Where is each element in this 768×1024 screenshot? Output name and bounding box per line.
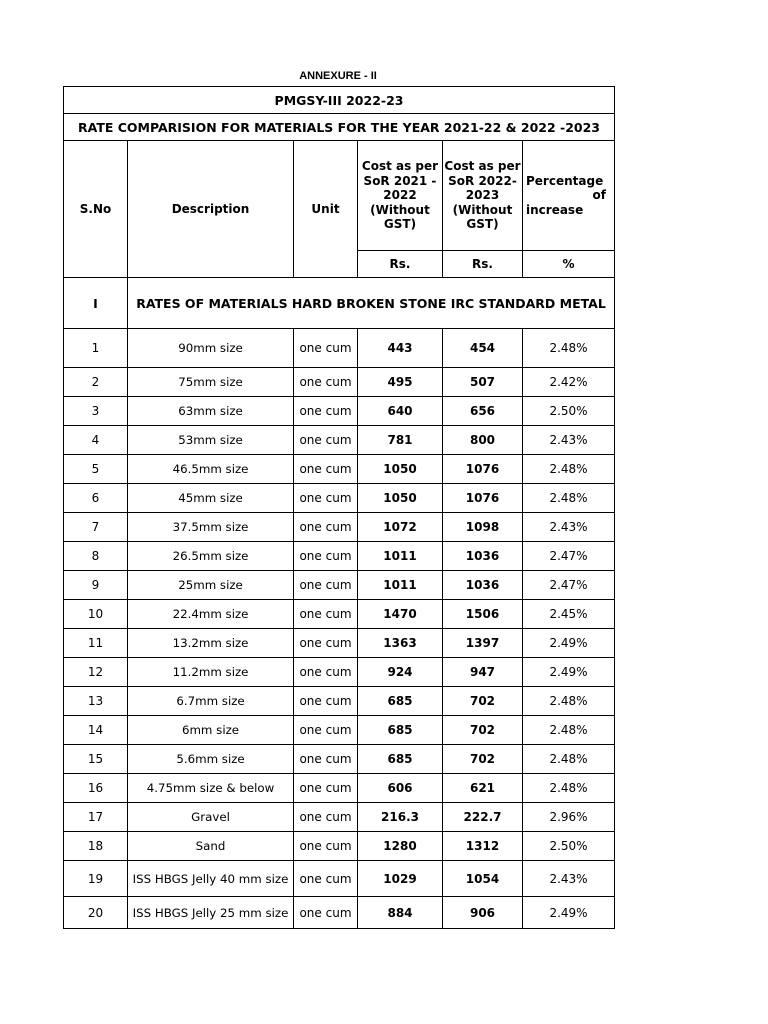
row-unit: one cum bbox=[294, 716, 358, 745]
row-unit: one cum bbox=[294, 897, 358, 929]
row-description: 25mm size bbox=[128, 571, 294, 600]
row-unit: one cum bbox=[294, 861, 358, 897]
subheader-rs-2022: Rs. bbox=[443, 251, 523, 278]
rate-comparison-table bbox=[63, 86, 615, 929]
table-row bbox=[64, 571, 615, 600]
row-unit: one cum bbox=[294, 368, 358, 397]
row-unit: one cum bbox=[294, 455, 358, 484]
row-percentage: 2.45% bbox=[523, 600, 615, 629]
row-cost-2021: 216.3 bbox=[358, 803, 443, 832]
header-sno: S.No bbox=[64, 141, 128, 278]
row-sno: 4 bbox=[64, 426, 128, 455]
row-description: Sand bbox=[128, 832, 294, 861]
row-percentage: 2.43% bbox=[523, 513, 615, 542]
row-cost-2022: 947 bbox=[443, 658, 523, 687]
row-unit: one cum bbox=[294, 397, 358, 426]
row-sno: 17 bbox=[64, 803, 128, 832]
row-cost-2022: 507 bbox=[443, 368, 523, 397]
row-cost-2021: 1280 bbox=[358, 832, 443, 861]
header-percentage: Percentage of increase bbox=[523, 141, 615, 251]
row-sno: 18 bbox=[64, 832, 128, 861]
row-cost-2021: 685 bbox=[358, 745, 443, 774]
row-unit: one cum bbox=[294, 329, 358, 368]
row-unit: one cum bbox=[294, 803, 358, 832]
row-percentage: 2.49% bbox=[523, 897, 615, 929]
row-cost-2022: 1054 bbox=[443, 861, 523, 897]
row-percentage: 2.48% bbox=[523, 745, 615, 774]
table-row bbox=[64, 368, 615, 397]
row-cost-2022: 1506 bbox=[443, 600, 523, 629]
row-unit: one cum bbox=[294, 426, 358, 455]
row-percentage: 2.48% bbox=[523, 455, 615, 484]
row-sno: 7 bbox=[64, 513, 128, 542]
row-cost-2022: 1312 bbox=[443, 832, 523, 861]
row-percentage: 2.96% bbox=[523, 803, 615, 832]
row-cost-2021: 924 bbox=[358, 658, 443, 687]
row-cost-2021: 1072 bbox=[358, 513, 443, 542]
row-percentage: 2.50% bbox=[523, 832, 615, 861]
row-percentage: 2.47% bbox=[523, 571, 615, 600]
row-cost-2021: 443 bbox=[358, 329, 443, 368]
table-row bbox=[64, 426, 615, 455]
row-unit: one cum bbox=[294, 658, 358, 687]
row-description: ISS HBGS Jelly 40 mm size bbox=[128, 861, 294, 897]
row-cost-2021: 1050 bbox=[358, 484, 443, 513]
row-description: 5.6mm size bbox=[128, 745, 294, 774]
row-cost-2022: 800 bbox=[443, 426, 523, 455]
row-sno: 6 bbox=[64, 484, 128, 513]
row-unit: one cum bbox=[294, 571, 358, 600]
row-sno: 20 bbox=[64, 897, 128, 929]
table-row bbox=[64, 600, 615, 629]
row-cost-2022: 1397 bbox=[443, 629, 523, 658]
row-percentage: 2.48% bbox=[523, 716, 615, 745]
row-description: 75mm size bbox=[128, 368, 294, 397]
row-cost-2021: 1363 bbox=[358, 629, 443, 658]
row-unit: one cum bbox=[294, 484, 358, 513]
table-row bbox=[64, 687, 615, 716]
row-sno: 13 bbox=[64, 687, 128, 716]
row-percentage: 2.48% bbox=[523, 484, 615, 513]
table-row bbox=[64, 897, 615, 929]
row-sno: 12 bbox=[64, 658, 128, 687]
table-row bbox=[64, 629, 615, 658]
header-unit: Unit bbox=[294, 141, 358, 278]
section-number: I bbox=[64, 278, 128, 329]
row-description: 37.5mm size bbox=[128, 513, 294, 542]
row-description: Gravel bbox=[128, 803, 294, 832]
table-row bbox=[64, 455, 615, 484]
table-subtitle: RATE COMPARISION FOR MATERIALS FOR THE YEAR 2021-22 & 2022 -2023 bbox=[64, 114, 615, 141]
row-cost-2022: 222.7 bbox=[443, 803, 523, 832]
row-unit: one cum bbox=[294, 745, 358, 774]
table-row bbox=[64, 329, 615, 368]
row-cost-2022: 454 bbox=[443, 329, 523, 368]
row-description: 11.2mm size bbox=[128, 658, 294, 687]
row-cost-2022: 1076 bbox=[443, 484, 523, 513]
table-row bbox=[64, 774, 615, 803]
row-description: 46.5mm size bbox=[128, 455, 294, 484]
table-row bbox=[64, 745, 615, 774]
row-sno: 11 bbox=[64, 629, 128, 658]
row-cost-2021: 1011 bbox=[358, 542, 443, 571]
row-cost-2022: 906 bbox=[443, 897, 523, 929]
row-cost-2022: 702 bbox=[443, 745, 523, 774]
row-description: 63mm size bbox=[128, 397, 294, 426]
table-row bbox=[64, 658, 615, 687]
row-cost-2021: 1011 bbox=[358, 571, 443, 600]
header-cost-2021: Cost as per SoR 2021 - 2022 (Without GST) bbox=[358, 141, 443, 251]
row-unit: one cum bbox=[294, 542, 358, 571]
row-cost-2021: 606 bbox=[358, 774, 443, 803]
table-row bbox=[64, 832, 615, 861]
table-row bbox=[64, 513, 615, 542]
table-row bbox=[64, 861, 615, 897]
row-percentage: 2.49% bbox=[523, 658, 615, 687]
row-percentage: 2.43% bbox=[523, 861, 615, 897]
row-description: ISS HBGS Jelly 25 mm size bbox=[128, 897, 294, 929]
row-percentage: 2.48% bbox=[523, 329, 615, 368]
row-sno: 19 bbox=[64, 861, 128, 897]
header-cost-2022: Cost as per SoR 2022- 2023 (Without GST) bbox=[443, 141, 523, 251]
row-cost-2022: 1036 bbox=[443, 571, 523, 600]
row-description: 26.5mm size bbox=[128, 542, 294, 571]
row-sno: 5 bbox=[64, 455, 128, 484]
row-cost-2022: 1098 bbox=[443, 513, 523, 542]
row-description: 53mm size bbox=[128, 426, 294, 455]
row-cost-2021: 640 bbox=[358, 397, 443, 426]
row-percentage: 2.43% bbox=[523, 426, 615, 455]
row-cost-2022: 702 bbox=[443, 716, 523, 745]
row-sno: 10 bbox=[64, 600, 128, 629]
row-percentage: 2.42% bbox=[523, 368, 615, 397]
row-unit: one cum bbox=[294, 687, 358, 716]
row-cost-2022: 656 bbox=[443, 397, 523, 426]
row-description: 90mm size bbox=[128, 329, 294, 368]
row-cost-2022: 1036 bbox=[443, 542, 523, 571]
row-cost-2021: 1029 bbox=[358, 861, 443, 897]
row-cost-2022: 1076 bbox=[443, 455, 523, 484]
row-sno: 15 bbox=[64, 745, 128, 774]
row-cost-2021: 1050 bbox=[358, 455, 443, 484]
row-percentage: 2.48% bbox=[523, 774, 615, 803]
row-description: 4.75mm size & below bbox=[128, 774, 294, 803]
subheader-rs-2021: Rs. bbox=[358, 251, 443, 278]
row-percentage: 2.50% bbox=[523, 397, 615, 426]
table-row bbox=[64, 716, 615, 745]
row-percentage: 2.49% bbox=[523, 629, 615, 658]
subheader-percent: % bbox=[523, 251, 615, 278]
row-cost-2021: 884 bbox=[358, 897, 443, 929]
row-description: 45mm size bbox=[128, 484, 294, 513]
row-description: 22.4mm size bbox=[128, 600, 294, 629]
row-sno: 2 bbox=[64, 368, 128, 397]
annexure-label: ANNEXURE - II bbox=[299, 70, 377, 82]
table-row bbox=[64, 803, 615, 832]
row-description: 13.2mm size bbox=[128, 629, 294, 658]
row-sno: 16 bbox=[64, 774, 128, 803]
row-cost-2021: 685 bbox=[358, 716, 443, 745]
row-cost-2022: 702 bbox=[443, 687, 523, 716]
row-percentage: 2.48% bbox=[523, 687, 615, 716]
row-sno: 8 bbox=[64, 542, 128, 571]
row-unit: one cum bbox=[294, 629, 358, 658]
table-row bbox=[64, 484, 615, 513]
table-row bbox=[64, 542, 615, 571]
row-cost-2021: 685 bbox=[358, 687, 443, 716]
row-sno: 14 bbox=[64, 716, 128, 745]
row-unit: one cum bbox=[294, 600, 358, 629]
row-cost-2021: 1470 bbox=[358, 600, 443, 629]
row-unit: one cum bbox=[294, 513, 358, 542]
row-percentage: 2.47% bbox=[523, 542, 615, 571]
row-unit: one cum bbox=[294, 832, 358, 861]
row-cost-2021: 781 bbox=[358, 426, 443, 455]
table-row bbox=[64, 397, 615, 426]
row-cost-2022: 621 bbox=[443, 774, 523, 803]
row-sno: 9 bbox=[64, 571, 128, 600]
row-description: 6.7mm size bbox=[128, 687, 294, 716]
section-title: RATES OF MATERIALS HARD BROKEN STONE IRC STANDARD METAL bbox=[128, 278, 615, 329]
row-sno: 3 bbox=[64, 397, 128, 426]
row-sno: 1 bbox=[64, 329, 128, 368]
row-description: 6mm size bbox=[128, 716, 294, 745]
row-cost-2021: 495 bbox=[358, 368, 443, 397]
header-description: Description bbox=[128, 141, 294, 278]
table-title: PMGSY-III 2022-23 bbox=[64, 87, 615, 114]
row-unit: one cum bbox=[294, 774, 358, 803]
